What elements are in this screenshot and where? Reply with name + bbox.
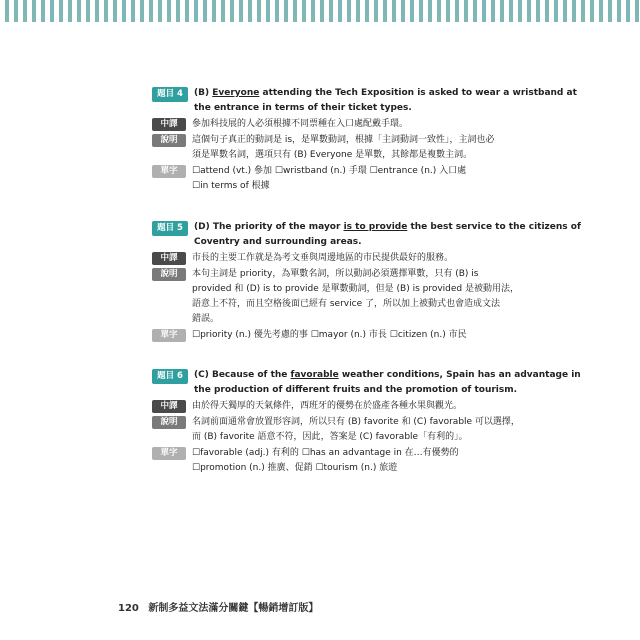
translation-tag: 中譯	[152, 252, 186, 265]
translation-line: 參加科技展的人必須根據不同票種在入口處配戴手環。	[192, 119, 409, 129]
explanation-row	[152, 133, 495, 163]
vocabulary-line: ☐promotion (n.) 推廣、促銷 ☐tourism (n.) 旅遊	[192, 463, 398, 473]
question-text	[194, 220, 581, 250]
vocabulary-row	[152, 446, 492, 476]
explanation-tag: 說明	[152, 268, 186, 281]
explanation-line: provided 和 (D) is to provide 是單數動詞，但是 (B) is provided 是被動用法，	[192, 284, 519, 294]
book-title: 新制多益文法滿分關鍵【暢銷增訂版】	[148, 603, 319, 614]
vocabulary-tag: 單字	[152, 165, 186, 178]
translation-row	[152, 117, 492, 132]
explanation-line: 這個句子真正的動詞是 is，是單數動詞，根據「主詞動詞一致性」，主詞也必	[192, 135, 495, 145]
question-line: (D) The priority of the mayor is to provide the best service to the citizens of	[194, 222, 581, 232]
explanation-text	[192, 133, 495, 163]
vocabulary-text	[192, 328, 492, 343]
vocabulary-tag: 單字	[152, 329, 186, 342]
question-row	[152, 368, 581, 398]
top-decorative-stripe	[0, 0, 640, 22]
explanation-text	[192, 267, 519, 327]
translation-line: 市長的主要工作就是為考文垂與周邊地區的市民提供最好的服務。	[192, 253, 454, 263]
vocabulary-text	[192, 446, 492, 476]
explanation-row	[152, 267, 519, 327]
question-text	[194, 86, 577, 116]
question-tag: 題目 4	[152, 87, 188, 102]
vocabulary-line: ☐favorable (adj.) 有利的 ☐has an advantage in 在…有優勢的	[192, 448, 459, 458]
translation-tag: 中譯	[152, 400, 186, 413]
explanation-line: 名詞前面通常會放置形容詞，所以只有 (B) favorite 和 (C) favorable 可以選擇，	[192, 417, 520, 427]
explanation-line: 本句主詞是 priority，為單數名詞，所以動詞必須選擇單數，只有 (B) is	[192, 269, 479, 279]
translation-row	[152, 251, 492, 266]
vocabulary-line: ☐attend (vt.) 參加 ☐wristband (n.) 手環 ☐entrance (n.) 入口處	[192, 166, 467, 176]
underlined-answer: is to provide	[343, 222, 408, 232]
question-block	[152, 368, 581, 477]
translation-row	[152, 399, 492, 414]
underlined-answer: favorable	[290, 370, 339, 380]
explanation-line: 語意上不符，而且空格後面已經有 service 了，所以加上被動式也會造成文法	[192, 299, 500, 309]
vocabulary-tag: 單字	[152, 447, 186, 460]
vocabulary-text	[192, 164, 492, 194]
question-row	[152, 220, 581, 250]
underlined-answer: Everyone	[212, 88, 260, 98]
question-block	[152, 220, 581, 344]
translation-tag: 中譯	[152, 118, 186, 131]
question-line: (C) Because of the favorable weather conditions, Spain has an advantage in	[194, 370, 581, 380]
explanation-row	[152, 415, 520, 445]
question-row	[152, 86, 577, 116]
question-tag: 題目 5	[152, 221, 188, 236]
question-line: Coventry and surrounding areas.	[194, 237, 362, 247]
vocabulary-row	[152, 328, 492, 343]
explanation-line: 而 (B) favorite 語意不符，因此，答案是 (C) favorable「有利的」。	[192, 432, 468, 442]
translation-line: 由於得天獨厚的天氣條件，西班牙的優勢在於盛產各種水果與觀光。	[192, 401, 463, 411]
translation-text	[192, 399, 492, 414]
explanation-tag: 說明	[152, 134, 186, 147]
question-line: the production of different fruits and the promotion of tourism.	[194, 385, 518, 395]
question-line: (B) Everyone attending the Tech Exposition is asked to wear a wristband at	[194, 88, 577, 98]
translation-text	[192, 117, 492, 132]
explanation-text	[192, 415, 520, 445]
vocabulary-line: ☐in terms of 根據	[192, 181, 270, 191]
page-number: 120	[118, 603, 139, 614]
question-tag: 題目 6	[152, 369, 188, 384]
vocabulary-line: ☐priority (n.) 優先考慮的事 ☐mayor (n.) 市長 ☐citizen (n.) 市民	[192, 330, 467, 340]
translation-text	[192, 251, 492, 266]
question-line: the entrance in terms of their ticket types.	[194, 103, 412, 113]
page-footer	[118, 599, 318, 614]
question-block	[152, 86, 577, 195]
explanation-line: 錯誤。	[192, 314, 220, 324]
vocabulary-row	[152, 164, 492, 194]
explanation-line: 須是單數名詞，選項只有 (B) Everyone 是單數，其餘都是複數主詞。	[192, 150, 473, 160]
question-text	[194, 368, 581, 398]
explanation-tag: 說明	[152, 416, 186, 429]
